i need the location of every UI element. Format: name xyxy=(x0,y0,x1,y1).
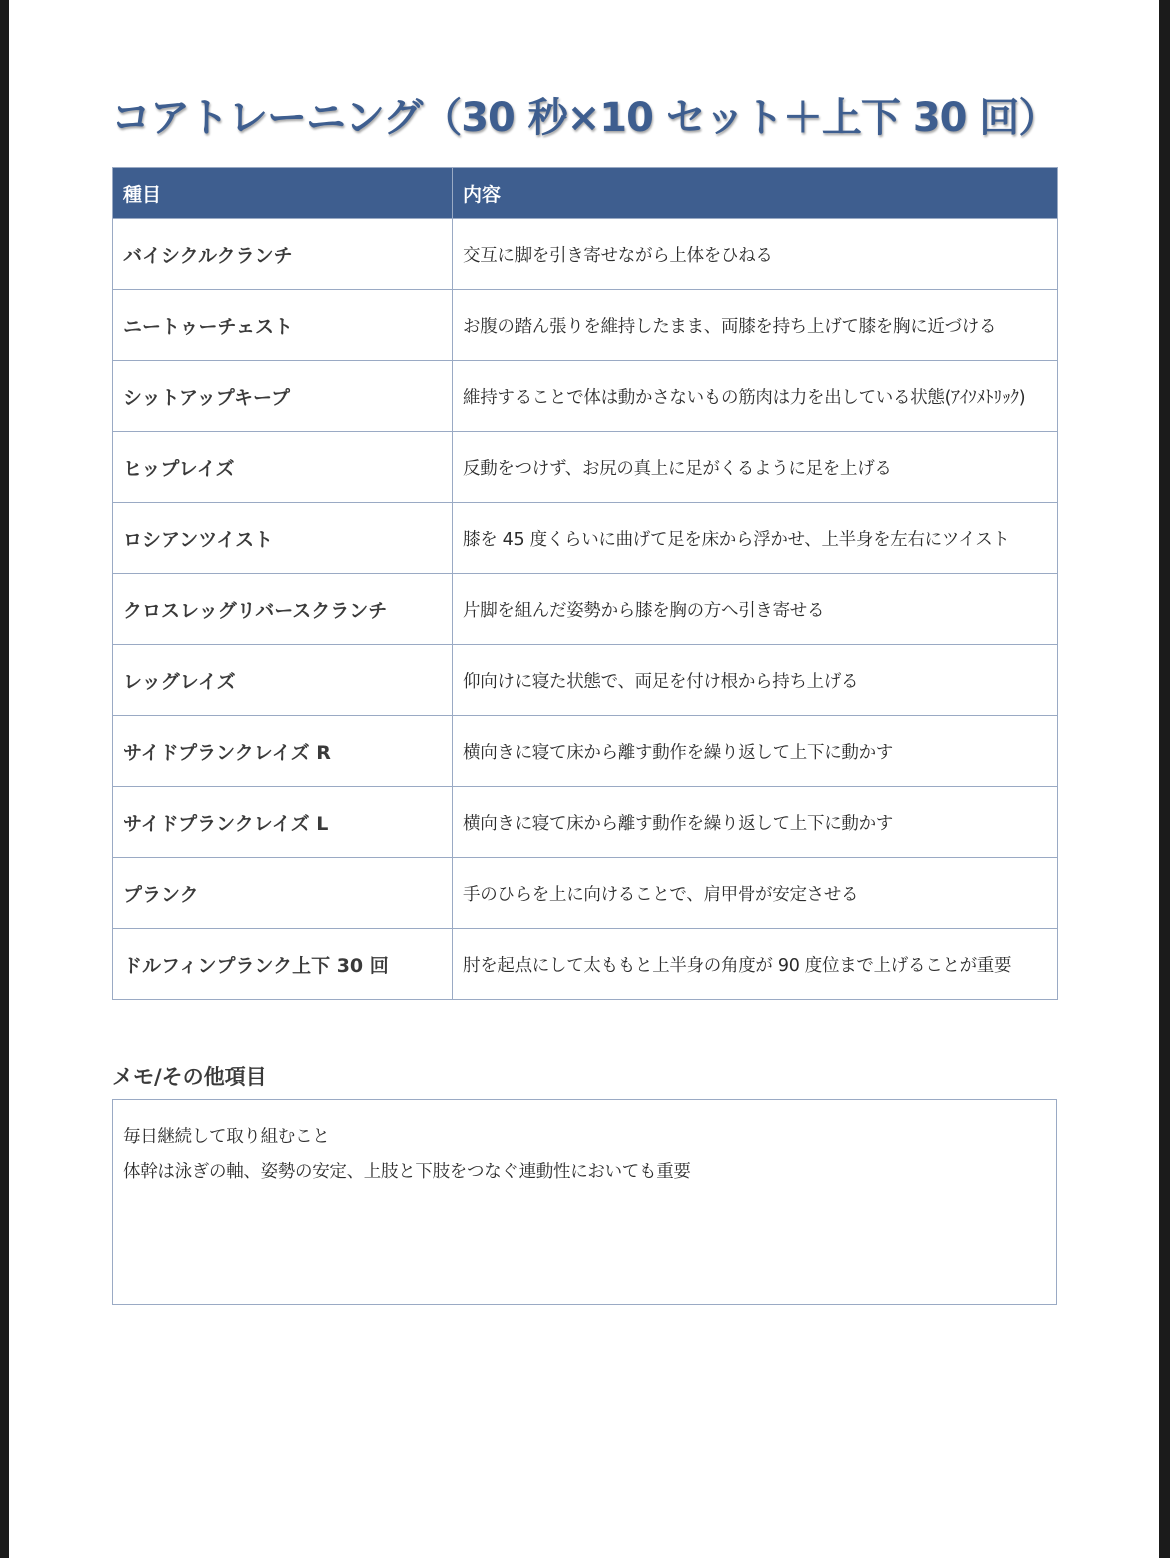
exercise-description: 横向きに寝て床から離す動作を繰り返して上下に動かす xyxy=(453,787,1058,858)
exercise-name: ニートゥーチェスト xyxy=(113,290,453,361)
exercise-name: サイドプランクレイズ L xyxy=(113,787,453,858)
table-row xyxy=(113,716,1058,787)
exercise-name: サイドプランクレイズ R xyxy=(113,716,453,787)
table-row xyxy=(113,361,1058,432)
table-row xyxy=(113,290,1058,361)
memo-box xyxy=(112,1099,1057,1305)
exercise-description: 手のひらを上に向けることで、肩甲骨が安定させる xyxy=(453,858,1058,929)
table-row xyxy=(113,858,1058,929)
document-page xyxy=(9,0,1159,1558)
table-row xyxy=(113,219,1058,290)
exercise-name: レッグレイズ xyxy=(113,645,453,716)
table-row xyxy=(113,503,1058,574)
table-row xyxy=(113,432,1058,503)
exercise-description: 維持することで体は動かさないもの筋肉は力を出している状態(ｱｲｿﾒﾄﾘｯｸ) xyxy=(453,361,1058,432)
exercise-name: クロスレッグリバースクランチ xyxy=(113,574,453,645)
header-exercise: 種目 xyxy=(113,168,453,219)
memo-heading: メモ/その他項目 xyxy=(112,1065,267,1089)
exercise-description: 仰向けに寝た状態で、両足を付け根から持ち上げる xyxy=(453,645,1058,716)
exercise-name: ロシアンツイスト xyxy=(113,503,453,574)
page-title: コアトレーニング（30 秒×10 セット＋上下 30 回） xyxy=(111,95,1058,141)
exercise-table xyxy=(112,167,1058,1000)
table-row xyxy=(113,929,1058,1000)
exercise-description: 交互に脚を引き寄せながら上体をひねる xyxy=(453,219,1058,290)
exercise-name: ドルフィンプランク上下 30 回 xyxy=(113,929,453,1000)
table-row xyxy=(113,574,1058,645)
exercise-description: 横向きに寝て床から離す動作を繰り返して上下に動かす xyxy=(453,716,1058,787)
exercise-name: シットアップキープ xyxy=(113,361,453,432)
exercise-description: 膝を 45 度くらいに曲げて足を床から浮かせ、上半身を左右にツイスト xyxy=(453,503,1058,574)
table-row xyxy=(113,645,1058,716)
exercise-description: 片脚を組んだ姿勢から膝を胸の方へ引き寄せる xyxy=(453,574,1058,645)
table-row xyxy=(113,787,1058,858)
header-content: 内容 xyxy=(453,168,1058,219)
exercise-description: お腹の踏ん張りを維持したまま、両膝を持ち上げて膝を胸に近づける xyxy=(453,290,1058,361)
exercise-name: プランク xyxy=(113,858,453,929)
table-header-row xyxy=(113,168,1058,219)
exercise-name: ヒップレイズ xyxy=(113,432,453,503)
memo-line: 体幹は泳ぎの軸、姿勢の安定、上肢と下肢をつなぐ連動性においても重要 xyxy=(123,1162,691,1182)
exercise-description: 肘を起点にして太ももと上半身の角度が 90 度位まで上げることが重要 xyxy=(453,929,1058,1000)
memo-line: 毎日継続して取り組むこと xyxy=(123,1127,330,1147)
exercise-description: 反動をつけず、お尻の真上に足がくるように足を上げる xyxy=(453,432,1058,503)
exercise-name: バイシクルクランチ xyxy=(113,219,453,290)
